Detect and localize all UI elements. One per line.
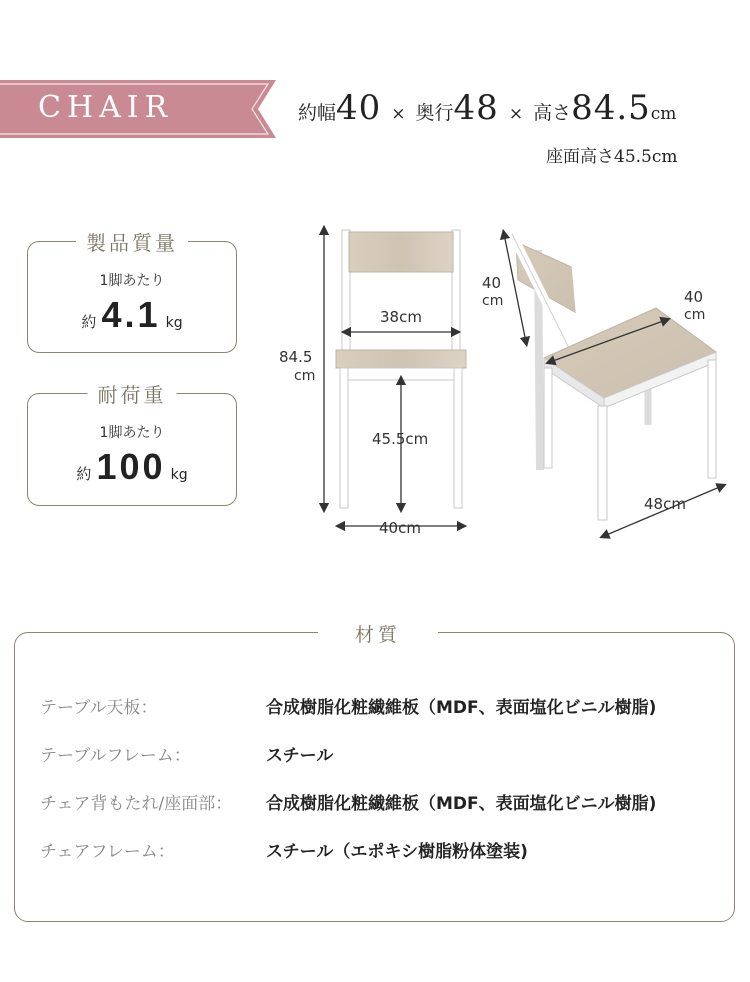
weight-number: 4.1 [101,294,161,335]
front-width: 40cm [379,519,421,537]
seat-height-text: 座面高さ45.5cm [546,147,678,167]
material-label: テーブルフレーム： [40,746,191,766]
front-height-num: 84.5 [279,348,313,366]
material-value: スチール [266,746,334,766]
material-label: テーブル天板： [40,698,158,718]
front-back-width: 38cm [380,308,422,326]
persp-depth: 48cm [644,495,686,513]
weight-prefix: 約 [81,313,97,331]
depth-value: 48 [453,88,499,128]
material-row [40,741,333,766]
material-value: 合成樹脂化粧繊維板（MDF、表面塩化ビニル樹脂) [266,698,657,718]
separator: × [508,104,524,124]
persp-back-height-unit: cm [482,293,504,309]
weight-title: 製品質量 [76,227,188,256]
depth-label: 奥行 [415,102,454,124]
weight-box [27,231,237,353]
dimension-unit: cm [650,104,677,124]
material-row [40,837,528,862]
load-title: 耐荷重 [88,379,177,408]
height-label: 高さ [533,102,572,124]
material-row [40,693,656,718]
width-value: 40 [336,88,382,128]
front-seat-height: 45.5cm [372,430,429,448]
load-value [28,446,236,488]
weight-unit: kg [165,315,183,331]
material-value: 合成樹脂化粧繊維板（MDF、表面塩化ビニル樹脂) [266,794,657,814]
front-height-unit: cm [294,368,316,384]
material-row [40,789,656,814]
material-label: チェア背もたれ/座面部： [40,794,233,814]
persp-seat-width-num: 40 [684,288,704,306]
height-value: 84.5 [571,88,651,128]
material-label: チェアフレーム： [40,842,175,862]
material-value: スチール（エポキシ樹脂粉体塗装) [266,842,528,862]
persp-seat-width-unit: cm [684,307,706,323]
header-title: CHAIR [38,90,174,125]
load-sub: 1脚あたり [99,425,165,441]
load-unit: kg [170,467,188,483]
load-number: 100 [96,446,166,487]
weight-sub: 1脚あたり [99,273,165,289]
overall-dimensions [298,88,676,128]
load-box [27,383,237,506]
width-label: 約幅 [298,102,337,124]
persp-back-height-num: 40 [482,274,502,292]
materials-title: 材質 [318,620,438,647]
weight-value [28,294,236,336]
materials-box [14,632,735,922]
load-prefix: 約 [76,465,92,483]
chair-perspective-view [480,220,740,550]
separator: × [391,104,406,124]
